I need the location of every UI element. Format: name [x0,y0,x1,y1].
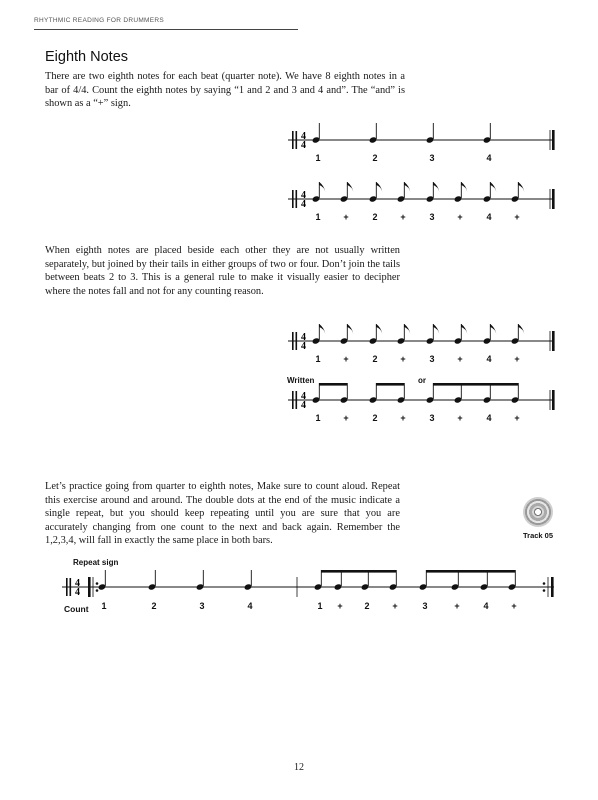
count-label: 4 [486,153,492,163]
note-flag [347,324,353,334]
note-beam [321,570,396,573]
section-title: Eighth Notes [45,49,129,65]
page-number: 12 [294,762,304,773]
note-flag [347,182,353,192]
time-signature-top: 4 [301,190,306,201]
final-barline [552,331,555,351]
note-beam [319,383,347,386]
final-barline [552,130,555,150]
note-flag [319,182,325,192]
percussion-clef [292,190,294,208]
note-beam [426,570,515,573]
count-label: 1 [317,601,323,611]
note-flag [319,324,325,334]
note-flag [490,182,496,192]
repeat-barline [88,577,91,597]
count-label: 2 [151,601,157,611]
percussion-clef [296,391,298,409]
count-label: 4 [483,601,489,611]
count-label: 1 [315,153,321,163]
percussion-clef [70,578,72,596]
or-label: or [418,376,426,385]
count-label: + [511,601,517,611]
note-flag [518,182,524,192]
count-label-prefix: Count [64,604,89,614]
percussion-clef [292,131,294,149]
count-label: + [392,601,398,611]
count-label: 3 [422,601,428,611]
count-label: + [514,354,520,364]
count-label: 1 [315,212,321,222]
percussion-clef [296,332,298,350]
track-label: Track 05 [523,531,554,540]
note-flag [376,182,382,192]
time-signature-bottom: 4 [301,400,306,411]
percussion-clef [296,190,298,208]
time-signature-bottom: 4 [301,199,306,210]
repeat-dot [543,589,546,592]
count-label: + [454,601,460,611]
percussion-clef [296,131,298,149]
count-label: 2 [372,153,378,163]
time-signature-top: 4 [75,578,80,589]
cd-icon [523,497,553,527]
count-label: + [400,413,406,423]
count-label: 2 [372,354,378,364]
count-label: + [514,212,520,222]
count-label: + [400,212,406,222]
time-signature-top: 4 [301,332,306,343]
count-label: + [400,354,406,364]
time-signature-bottom: 4 [301,140,306,151]
count-label: + [343,212,349,222]
count-label: 4 [486,212,492,222]
final-barline [552,390,555,410]
count-label: 1 [101,601,107,611]
count-label: + [457,413,463,423]
count-label: + [343,413,349,423]
note-flag [518,324,524,334]
count-label: + [457,354,463,364]
count-label: 2 [364,601,370,611]
note-flag [433,324,439,334]
note-beam [376,383,404,386]
repeat-dot [96,582,99,585]
count-label: 3 [199,601,205,611]
count-label: 4 [486,354,492,364]
time-signature-bottom: 4 [301,341,306,352]
count-label: 4 [247,601,253,611]
note-flag [461,324,467,334]
note-flag [404,182,410,192]
count-label: + [457,212,463,222]
beaming-paragraph: When eighth notes are placed beside each other they are not usually written separately, but joined by their tails in either groups of two or four. Don’t join the tails between beats 2 to 3. This is a general rule to make it visually easier to decipher where the notes fall and not for any counting reason. [45,245,400,297]
note-flag [433,182,439,192]
final-barline [552,189,555,209]
percussion-clef [292,332,294,350]
repeat-barline [551,577,554,597]
note-beam [433,383,518,386]
written-label: Written [287,376,315,385]
count-label: 1 [315,354,321,364]
time-signature-bottom: 4 [75,587,80,598]
repeat-dot [543,582,546,585]
count-label: 3 [429,212,435,222]
note-flag [404,324,410,334]
count-label: 3 [429,354,435,364]
note-flag [376,324,382,334]
count-label: 1 [315,413,321,423]
count-label: 3 [429,413,435,423]
time-signature-top: 4 [301,131,306,142]
repeat-dot [96,589,99,592]
practice-paragraph: Let’s practice going from quarter to eighth notes, Make sure to count aloud. Repeat this exercise around and around. The double dots at the end of the music indicate a single repeat, but you should keep repeating until you are sure that you are accurately changing from one count to the next and back again. Remember the 1,2,3,4, will fall in exactly the same place in both bars. [45,481,400,547]
note-flag [461,182,467,192]
count-label: 4 [486,413,492,423]
time-signature-top: 4 [301,391,306,402]
count-label: + [514,413,520,423]
running-header: RHYTHMIC READING FOR DRUMMERS [34,17,165,24]
count-label: 2 [372,212,378,222]
percussion-clef [292,391,294,409]
count-label: 2 [372,413,378,423]
percussion-clef [66,578,68,596]
intro-paragraph: There are two eighth notes for each beat (quarter note). We have 8 eighth notes in a bar of 4/4. Count the eighth notes by saying “1 and 2 and 3 and 4 and”. The “and” is shown as a “+” sign. [45,71,405,110]
note-flag [490,324,496,334]
count-label: + [337,601,343,611]
repeat-sign-label: Repeat sign [73,558,119,567]
count-label: + [343,354,349,364]
count-label: 3 [429,153,435,163]
